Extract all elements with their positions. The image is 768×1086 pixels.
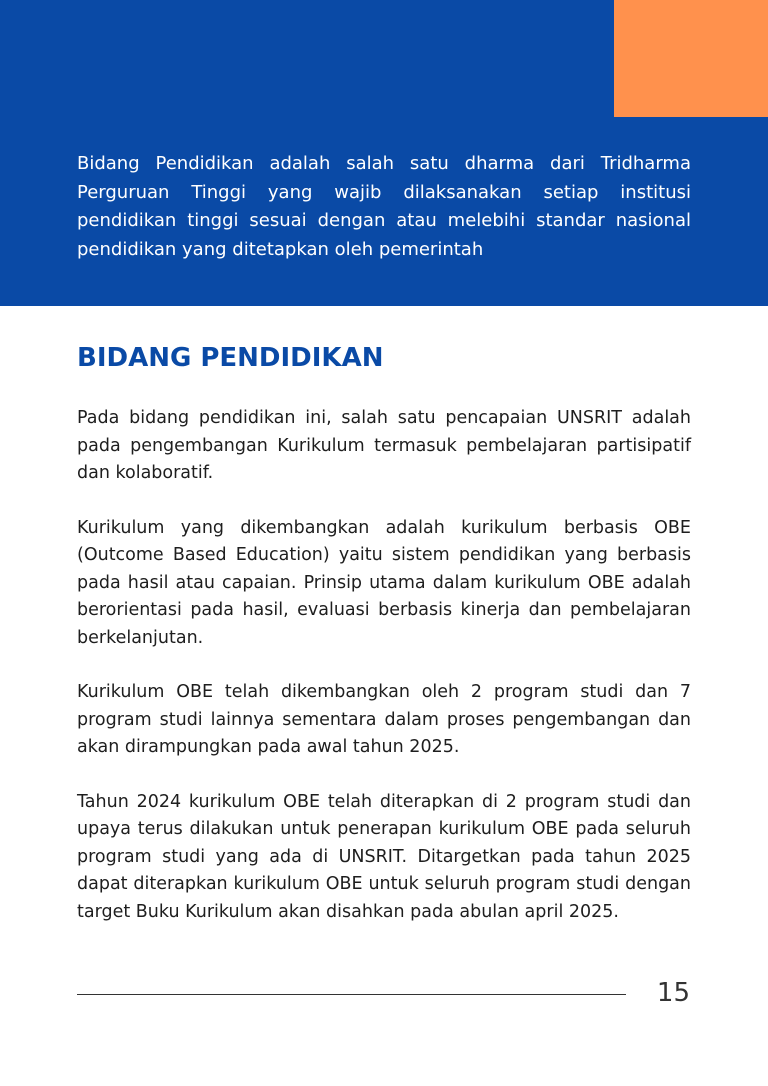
page-number: 15 <box>656 978 690 1008</box>
section-title: BIDANG PENDIDIKAN <box>77 343 384 373</box>
paragraph: Pada bidang pendidikan ini, salah satu pencapaian UNSRIT adalah pada pengembangan Kurikulum termasuk pembelajaran partisipatif dan kolaboratif. <box>77 408 691 483</box>
header-band <box>0 0 768 306</box>
body-text <box>77 405 691 953</box>
accent-block <box>614 0 768 117</box>
paragraph: Kurikulum yang dikembangkan adalah kurikulum berbasis OBE (Outcome Based Education) yaitu sistem pendidikan yang berbasis pada hasil atau capaian. Prinsip utama dalam kurikulum OBE adalah berorientasi pada hasil, evaluasi berbasis kinerja dan pembelajaran berkelanjutan. <box>77 517 691 648</box>
footer-divider <box>77 994 626 995</box>
paragraph: Tahun 2024 kurikulum OBE telah diterapkan di 2 program studi dan upaya terus dilakukan untuk penerapan kurikulum OBE pada seluruh program studi yang ada di UNSRIT. Ditargetkan pada tahun 2025 dapat diterapkan kurikulum OBE untuk seluruh program studi dengan target Buku Kurikulum akan disahkan pada abulan april 2025. <box>77 791 691 922</box>
intro-text: Bidang Pendidikan adalah salah satu dharma dari Tridharma Perguruan Tinggi yang wajib dilaksanakan setiap institusi pendidikan tinggi sesuai dengan atau melebihi standar nasional pendidikan yang ditetapkan oleh pemerintah <box>77 153 691 260</box>
paragraph: Kurikulum OBE telah dikembangkan oleh 2 program studi dan 7 program studi lainnya sementara dalam proses pengembangan dan akan dirampungkan pada awal tahun 2025. <box>77 682 691 757</box>
